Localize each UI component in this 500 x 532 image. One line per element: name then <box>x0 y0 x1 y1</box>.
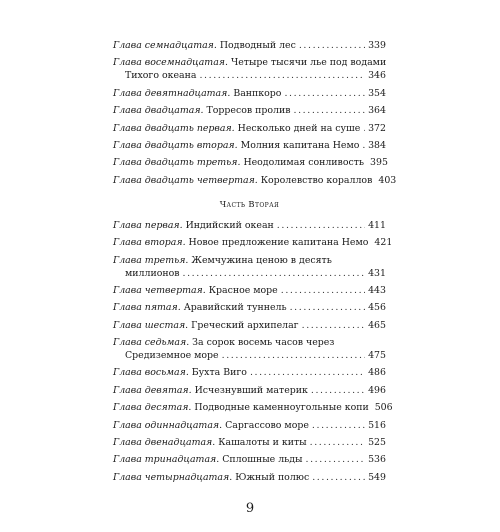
chapter-title: Сплошные льды <box>222 454 303 466</box>
toc-entry <box>113 436 386 449</box>
toc-entry <box>113 453 386 466</box>
chapter-label: Глава десятая. <box>113 402 192 414</box>
page-ref: 364 <box>368 105 386 117</box>
toc-entry <box>113 219 386 232</box>
chapter-title: Южный полюс <box>235 471 310 483</box>
chapter-label: Глава двадцать вторая. <box>113 139 238 151</box>
dot-leader <box>199 69 365 82</box>
chapter-label: Глава девятнадцатая. <box>113 87 231 99</box>
chapter-label: Глава третья. <box>113 254 189 266</box>
page-ref: 465 <box>368 319 386 331</box>
chapter-label: Глава четырнадцатая. <box>113 471 233 483</box>
chapter-title: Бухта Виго <box>191 367 247 379</box>
dot-leader <box>312 419 365 432</box>
page-ref: 339 <box>368 40 386 51</box>
chapter-label: Глава одиннадцатая. <box>113 419 223 431</box>
toc-entry <box>113 384 386 397</box>
page-ref: 372 <box>368 122 386 134</box>
dot-leader <box>310 436 365 449</box>
toc-entry <box>113 104 386 117</box>
dot-leader <box>363 122 365 135</box>
chapter-title: Красное море <box>208 284 278 296</box>
page-ref: 354 <box>368 87 386 99</box>
chapter-label: Глава двенадцатая. <box>113 437 216 449</box>
chapter-label: Глава двадцать третья. <box>113 157 241 169</box>
part-heading: Часть Вторая <box>219 198 280 209</box>
toc-entry <box>113 156 386 169</box>
toc-entry <box>113 366 386 379</box>
table-of-contents <box>113 39 397 488</box>
chapter-title: Молния капитана Немо <box>240 139 360 151</box>
chapter-title: Несколько дней на суше <box>237 122 361 134</box>
page-ref: 516 <box>368 419 386 431</box>
dot-leader <box>311 384 365 397</box>
page-ref: 525 <box>368 437 386 449</box>
page-ref: 536 <box>368 454 386 466</box>
page-ref: 421 <box>374 237 393 249</box>
chapter-label: Глава первая. <box>113 219 183 231</box>
page-ref: 443 <box>368 284 386 296</box>
page-ref: 395 <box>370 157 388 169</box>
chapter-title: Исчезнувший материк <box>194 384 308 396</box>
toc-entry <box>113 254 386 280</box>
toc-entry <box>113 284 386 297</box>
toc-part-two-list <box>113 219 393 484</box>
dot-leader <box>281 284 365 297</box>
chapter-label: Глава вторая. <box>113 237 186 249</box>
chapter-label: Глава четвертая. <box>113 284 206 296</box>
dot-leader <box>306 453 366 466</box>
page-ref: 346 <box>368 70 386 82</box>
toc-part-one-list <box>113 39 397 187</box>
chapter-title: Новое предложение капитана Немо <box>188 237 369 249</box>
dot-leader <box>277 219 365 232</box>
chapter-title: Кашалоты и киты <box>218 437 307 449</box>
chapter-title: Подводный лес <box>219 40 296 51</box>
chapter-title: Ванпкоро <box>233 87 282 99</box>
toc-entry <box>113 471 386 484</box>
toc-entry <box>113 236 393 249</box>
dot-leader <box>299 39 365 52</box>
toc-entry <box>113 419 386 432</box>
chapter-label: Глава девятая. <box>113 384 192 396</box>
chapter-label: Глава пятая. <box>113 302 181 314</box>
dot-leader <box>290 301 366 314</box>
chapter-label: Глава шестая. <box>113 319 189 331</box>
dot-leader <box>284 87 365 100</box>
chapter-title: Греческий архипелаг <box>191 319 299 331</box>
chapter-title: Неодолимая сонливость <box>243 157 365 169</box>
chapter-label: Глава седьмая. <box>113 337 190 349</box>
chapter-title: За сорок восемь часов через <box>192 337 335 349</box>
chapter-title: Средиземное море <box>125 350 219 362</box>
chapter-title: Королевство кораллов <box>260 174 373 186</box>
chapter-title: Подводные каменноугольные копи <box>194 402 369 414</box>
page-ref: 411 <box>368 219 386 231</box>
page-ref: 496 <box>368 384 386 396</box>
dot-leader <box>362 139 365 152</box>
toc-entry <box>113 56 386 82</box>
dot-leader <box>294 104 366 117</box>
toc-entry <box>113 122 386 135</box>
page-ref: 403 <box>378 174 397 186</box>
page-ref: 486 <box>368 367 386 379</box>
page-ref: 431 <box>368 267 386 279</box>
toc-entry <box>113 39 386 52</box>
chapter-label: Глава восьмая. <box>113 367 189 379</box>
toc-entry <box>113 87 386 100</box>
chapter-label: Глава двадцать четвертая. <box>113 174 258 186</box>
page-number: 9 <box>245 501 255 516</box>
toc-entry <box>113 401 393 414</box>
toc-entry <box>113 319 386 332</box>
chapter-label: Глава восемнадцатая. <box>113 57 228 69</box>
chapter-label: Глава двадцатая. <box>113 105 204 117</box>
page-ref: 475 <box>368 350 386 362</box>
page-ref: 549 <box>368 471 386 483</box>
chapter-title: Жемчужина ценою в десять <box>191 254 332 266</box>
dot-leader <box>302 319 365 332</box>
toc-entry <box>113 336 386 362</box>
chapter-label: Глава семнадцатая. <box>113 40 217 51</box>
chapter-title: Тихого океана <box>125 70 197 82</box>
chapter-label: Глава тринадцатая. <box>113 454 220 466</box>
chapter-title: Четыре тысячи лье под водами <box>230 57 386 69</box>
toc-entry <box>113 174 397 187</box>
page-ref: 506 <box>374 402 393 414</box>
chapter-title: Саргассово море <box>225 419 309 431</box>
chapter-title: миллионов <box>125 267 180 279</box>
dot-leader <box>222 349 365 362</box>
chapter-title: Аравийский туннель <box>183 302 287 314</box>
toc-entry <box>113 301 386 314</box>
chapter-label: Глава двадцать первая. <box>113 122 235 134</box>
dot-leader <box>183 267 366 280</box>
chapter-title: Торресов пролив <box>206 105 291 117</box>
toc-entry <box>113 139 386 152</box>
page-ref: 384 <box>368 139 386 151</box>
page-ref: 456 <box>368 302 386 314</box>
dot-leader <box>250 366 365 379</box>
chapter-title: Индийский океан <box>185 219 274 231</box>
dot-leader <box>312 471 365 484</box>
